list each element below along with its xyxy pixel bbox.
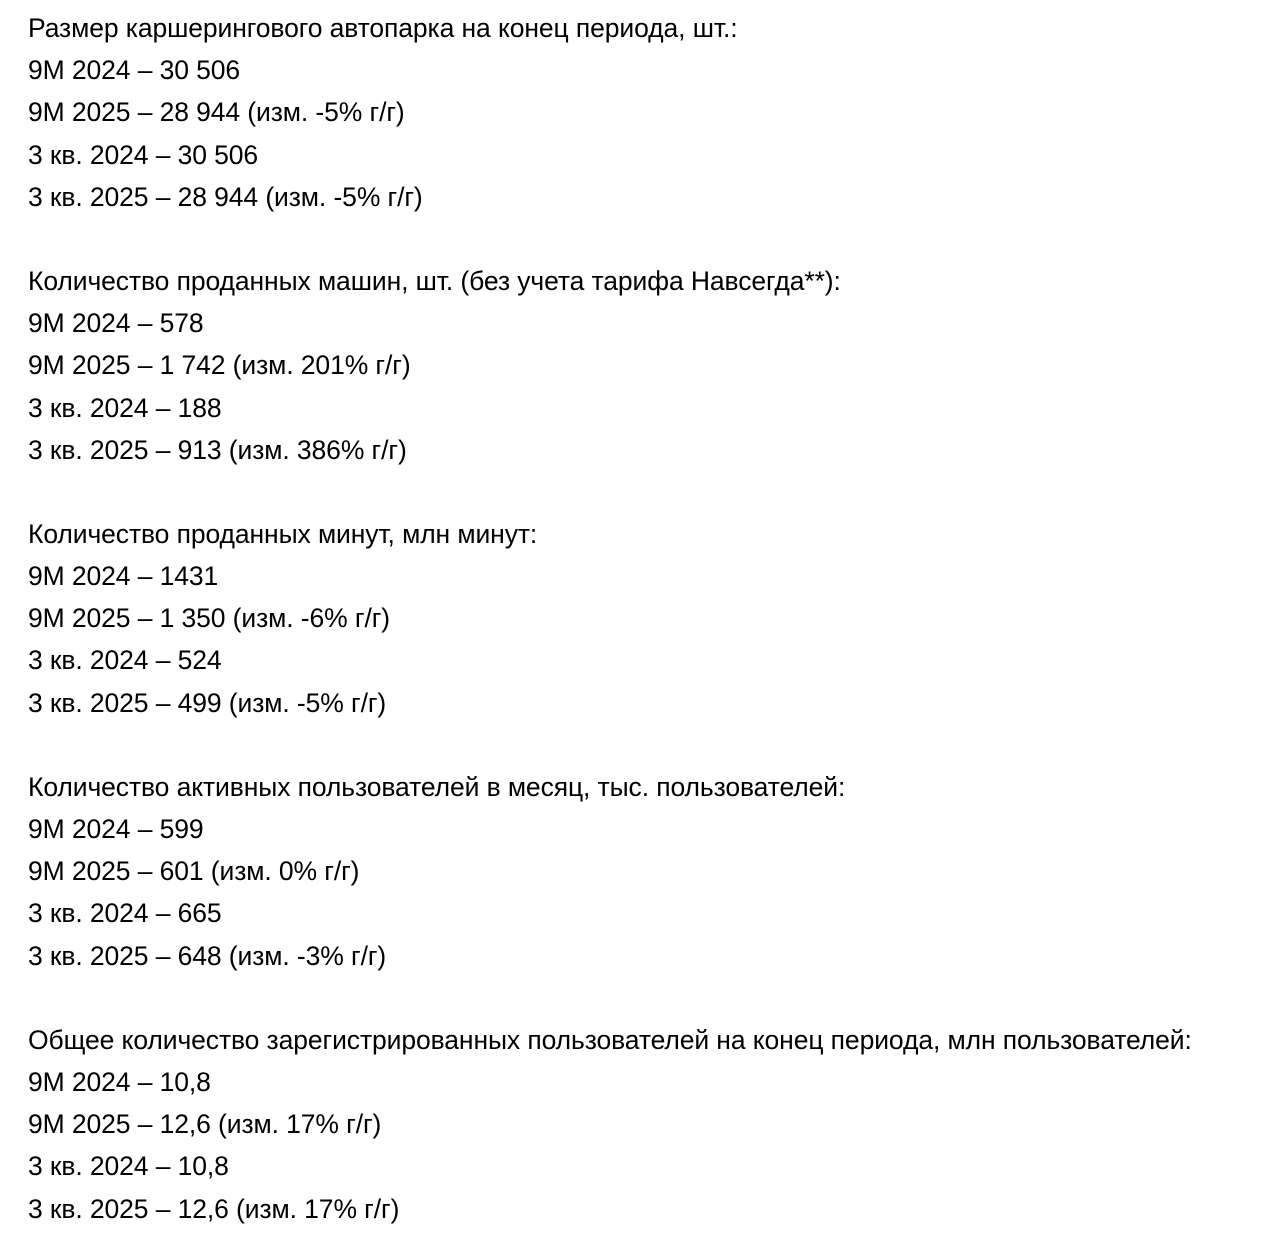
metric-line: 9М 2024 – 1431 — [28, 561, 219, 592]
metric-line: 9М 2025 – 1 742 (изм. 201% г/г) — [28, 350, 411, 381]
metric-line: 9М 2025 – 28 944 (изм. -5% г/г) — [28, 97, 405, 128]
metric-line: 3 кв. 2024 – 188 — [28, 392, 222, 423]
section-heading: Размер каршерингового автопарка на конец периода, шт.: — [28, 13, 738, 43]
section-cars-sold — [28, 260, 1280, 471]
metric-line: 3 кв. 2024 – 30 506 — [28, 139, 259, 170]
metric-line: 9М 2024 – 10,8 — [28, 1066, 211, 1097]
metric-line: 3 кв. 2025 – 28 944 (изм. -5% г/г) — [28, 181, 423, 212]
section-monthly-active-users — [28, 766, 1280, 977]
metric-line: 3 кв. 2024 – 665 — [28, 898, 222, 929]
metric-line: 3 кв. 2025 – 648 (изм. -3% г/г) — [28, 940, 387, 971]
metric-line: 3 кв. 2025 – 12,6 (изм. 17% г/г) — [28, 1193, 400, 1224]
metric-line: 3 кв. 2025 – 913 (изм. 386% г/г) — [28, 434, 407, 465]
metric-line: 9М 2025 – 1 350 (изм. -6% г/г) — [28, 603, 390, 634]
metric-line: 3 кв. 2024 – 10,8 — [28, 1151, 229, 1182]
section-heading: Количество проданных машин, шт. (без учета тарифа Навсегда**): — [28, 265, 841, 296]
metric-line: 3 кв. 2025 – 499 (изм. -5% г/г) — [28, 687, 387, 718]
metric-line: 9М 2024 – 30 506 — [28, 55, 241, 86]
section-registered-users — [28, 1019, 1280, 1230]
section-heading: Общее количество зарегистрированных пользователей на конец периода, млн пользователей: — [28, 1024, 1192, 1055]
section-heading: Количество проданных минут, млн минут: — [28, 518, 538, 549]
metric-line: 9М 2024 – 578 — [28, 308, 204, 339]
section-heading: Количество активных пользователей в месяц, тыс. пользователей: — [28, 771, 846, 802]
metric-line: 3 кв. 2024 – 524 — [28, 645, 222, 676]
section-minutes-sold — [28, 513, 1280, 724]
metric-line: 9М 2025 – 601 (изм. 0% г/г) — [28, 856, 360, 887]
section-fleet-size — [28, 7, 1280, 218]
metric-line: 9М 2025 – 12,6 (изм. 17% г/г) — [28, 1109, 382, 1140]
metric-line: 9М 2024 – 599 — [28, 814, 204, 844]
